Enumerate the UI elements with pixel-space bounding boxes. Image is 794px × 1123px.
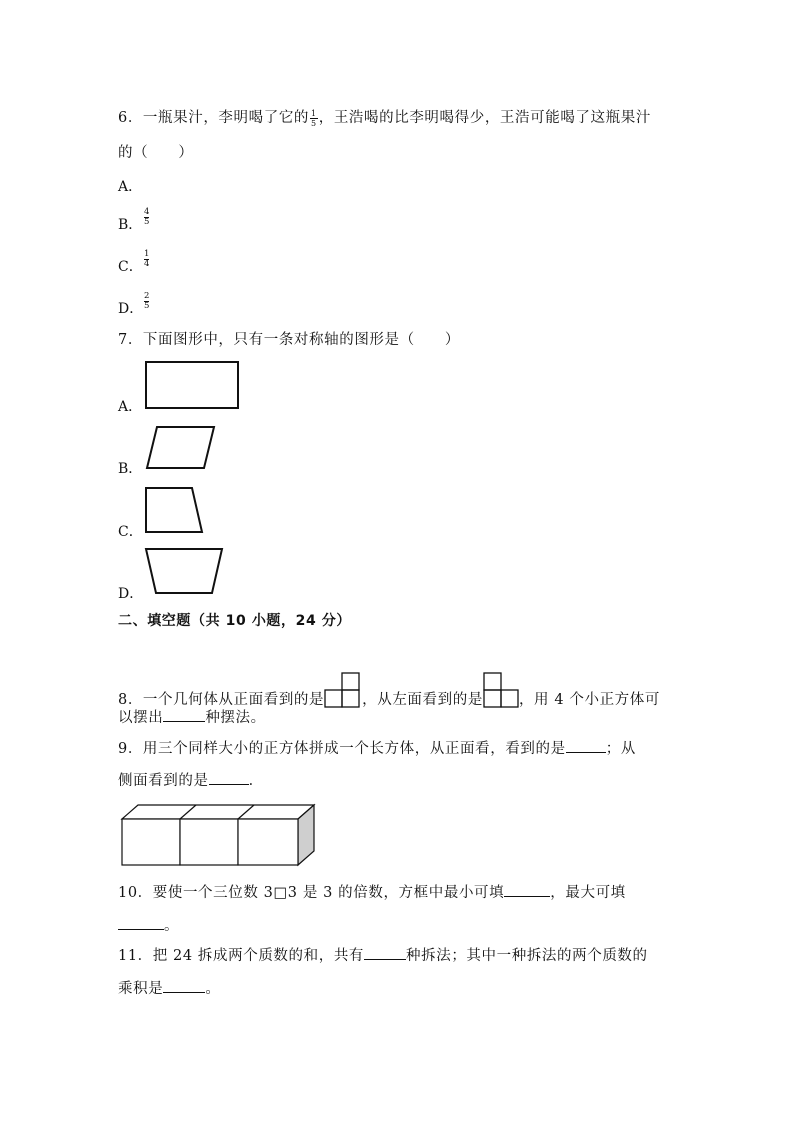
q10-line2-b: 。 — [164, 918, 180, 934]
q8-line2 — [118, 707, 266, 728]
q9-line2-b: ． — [248, 773, 264, 789]
q9-line2 — [118, 770, 264, 791]
left-view-icon — [483, 672, 519, 710]
q7-option-d-label: D． — [118, 586, 144, 602]
q6-line2-text: 的（ ） — [118, 145, 194, 161]
q10-line1-b: ，最大可填 — [550, 885, 626, 901]
q11-line1-b: 种拆法；其中一种拆法的两个质数的 — [406, 948, 648, 964]
q6-line2 — [118, 143, 194, 163]
q8-part3: ，用 4 个小正方体可 — [518, 692, 660, 708]
q6-option-c-fraction — [144, 250, 149, 269]
q6-option-d — [118, 298, 143, 318]
q10-line1 — [118, 882, 626, 903]
q6-fraction — [310, 109, 318, 128]
q8-answer-blank[interactable] — [163, 707, 205, 722]
q11-count-blank[interactable] — [364, 945, 406, 960]
isosceles-trapezoid-shape — [145, 548, 225, 596]
q11-product-blank[interactable] — [163, 978, 205, 993]
q11-line2-a: 乘积是 — [118, 981, 164, 997]
q6-option-c — [118, 256, 143, 276]
q6-option-a — [118, 176, 142, 196]
q6-line1 — [118, 108, 651, 128]
q7-option-d — [118, 583, 143, 603]
q6-option-c-num: 1 — [144, 249, 150, 259]
q6-option-d-num: 2 — [144, 291, 150, 301]
q7-option-a-label: A． — [118, 399, 143, 415]
q7-option-b-label: B． — [118, 461, 143, 477]
q6-option-d-label: D． — [118, 301, 144, 317]
q8-part1: 8．一个几何体从正面看到的是 — [118, 692, 325, 708]
front-view-icon — [324, 672, 362, 710]
rectangle-shape — [145, 361, 241, 411]
q8-line1 — [118, 672, 660, 710]
q10-max-blank[interactable] — [118, 915, 164, 930]
q7-option-c-label: C． — [118, 524, 143, 540]
q6-option-c-label: C． — [118, 259, 143, 275]
cuboid-figure — [120, 803, 320, 871]
q7-option-b — [118, 458, 142, 478]
q6-frac-num: 1 — [311, 108, 317, 118]
q9-line1-b: ；从 — [605, 741, 636, 757]
q7-option-c — [118, 521, 143, 541]
q8-line2-b: 种摆法。 — [205, 710, 266, 726]
q11-line2-b: 。 — [205, 981, 221, 997]
section-heading — [118, 611, 351, 631]
q7-text: 7．下面图形中，只有一条对称轴的图形是（ ） — [118, 332, 461, 348]
q9-line1-a: 9．用三个同样大小的正方体拼成一个长方体，从正面看，看到的是 — [118, 741, 566, 757]
q6-option-d-fraction — [144, 292, 149, 311]
parallelogram-shape — [145, 426, 217, 471]
q6-option-b-fraction — [144, 208, 149, 227]
right-trapezoid-shape — [145, 487, 205, 535]
q6-option-b-den: 5 — [144, 217, 150, 227]
q8-part2: ，从左面看到的是 — [362, 692, 483, 708]
q9-front-blank[interactable] — [566, 738, 606, 753]
q8-line2-a: 以摆出 — [118, 710, 164, 726]
q7-option-a — [118, 396, 142, 416]
q6-prefix: 6．一瓶果汁，李明喝了它的 — [118, 110, 310, 126]
q6-option-b-num: 4 — [144, 207, 150, 217]
q11-line1-a: 11．把 24 拆成两个质数的和，共有 — [118, 948, 365, 964]
q10-line2 — [118, 915, 179, 936]
q6-option-b — [118, 214, 142, 234]
q7-question — [118, 330, 460, 350]
q11-line1 — [118, 945, 648, 966]
q6-option-c-den: 4 — [144, 259, 150, 269]
q10-min-blank[interactable] — [504, 882, 550, 897]
q6-option-d-den: 5 — [144, 301, 150, 311]
q6-option-a-label: A． — [118, 179, 143, 195]
q9-side-blank[interactable] — [209, 770, 249, 785]
q11-line2 — [118, 978, 220, 999]
q10-line1-a: 10．要使一个三位数 3□3 是 3 的倍数，方框中最小可填 — [118, 885, 505, 901]
q9-line2-a: 侧面看到的是 — [118, 773, 209, 789]
q9-line1 — [118, 738, 636, 759]
q6-option-b-label: B． — [118, 217, 143, 233]
q6-frac-den: 5 — [311, 118, 317, 128]
section-title: 二、填空题（共 10 小题，24 分） — [118, 613, 351, 629]
q6-suffix: ，王浩喝的比李明喝得少，王浩可能喝了这瓶果汁 — [318, 110, 651, 126]
